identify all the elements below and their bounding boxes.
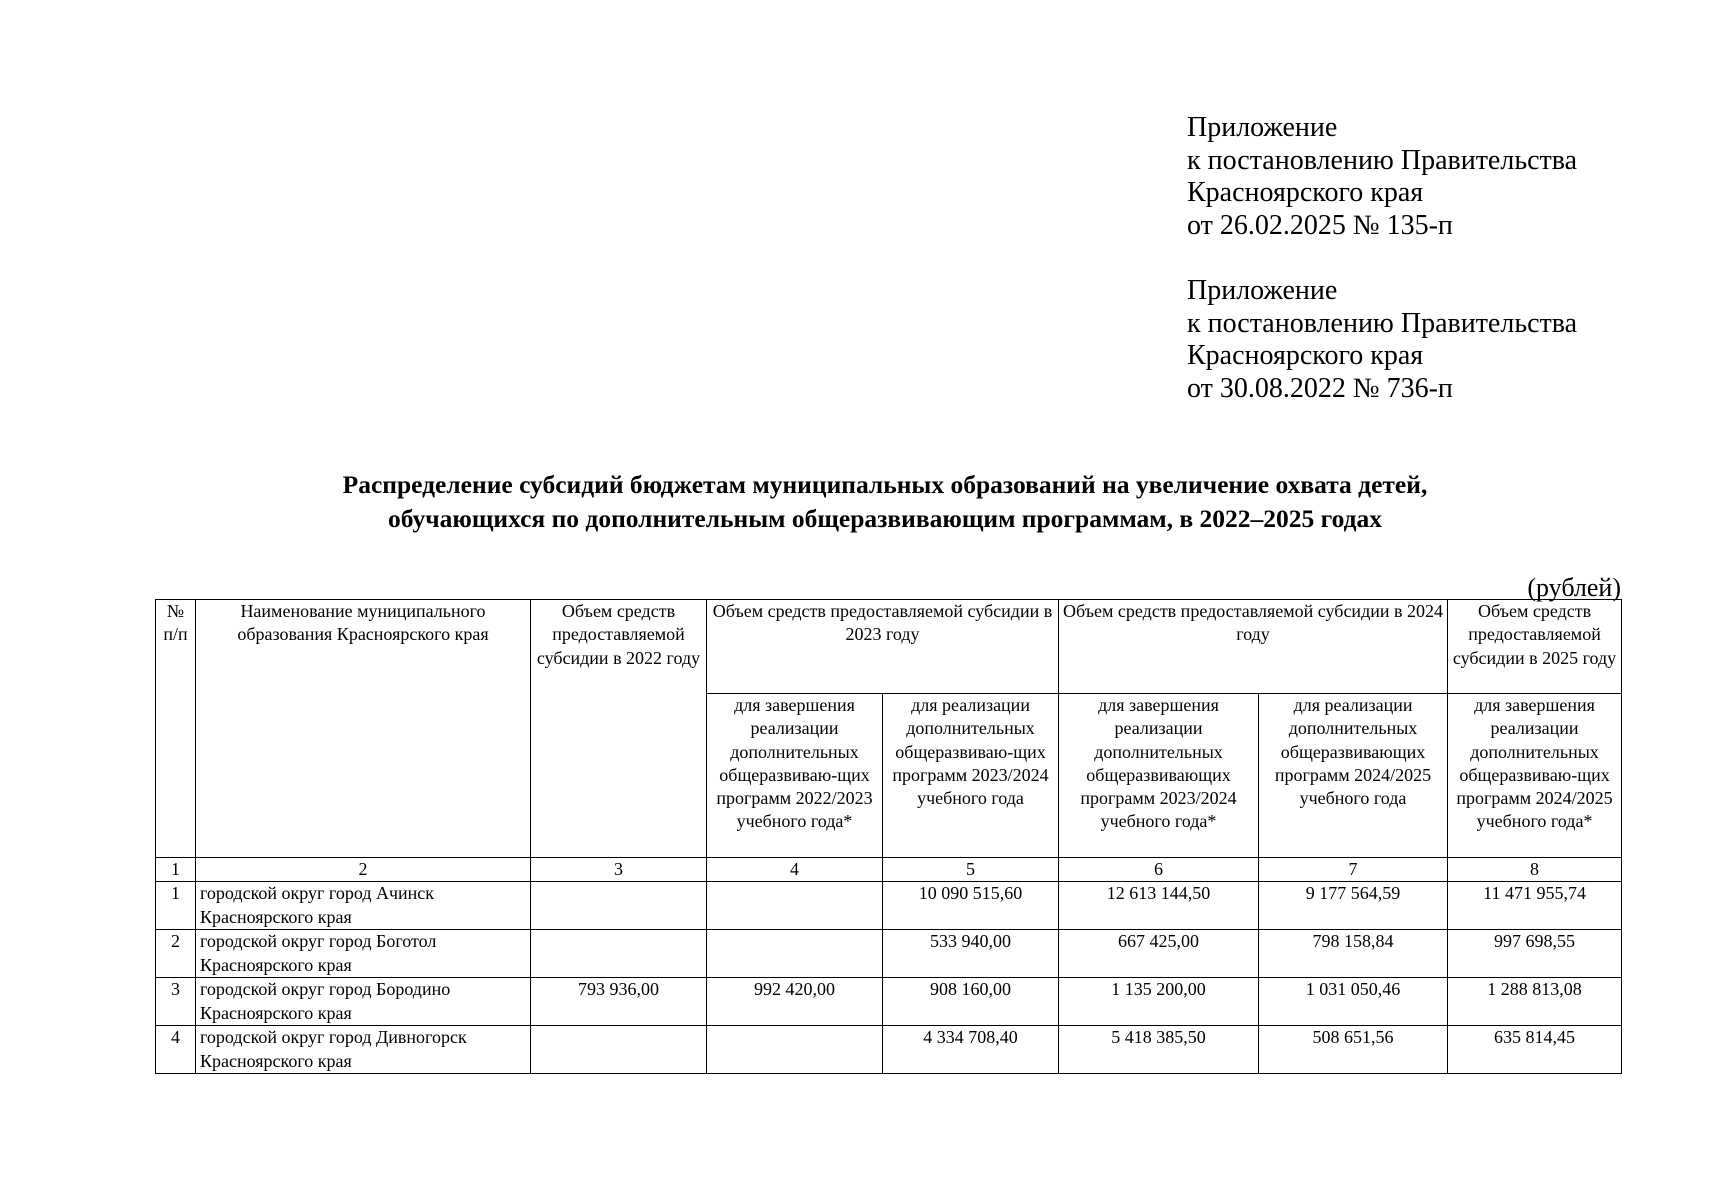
value-2023-implementation: 10 090 515,60	[883, 882, 1059, 930]
value-2024-completion: 12 613 144,50	[1059, 882, 1259, 930]
value-2023-completion	[707, 930, 883, 978]
value-2024-completion: 5 418 385,50	[1059, 1026, 1259, 1074]
column-number: 4	[707, 858, 883, 882]
appendix-label: Приложение	[1187, 275, 1338, 306]
value-2022	[531, 882, 707, 930]
value-2025-completion: 11 471 955,74	[1448, 882, 1622, 930]
subheader-2025-completion: для завершения реализации дополнительных общеразвиваю-щих программ 2024/2025 учебного года*	[1448, 694, 1622, 858]
appendix-region: Красноярского края	[1187, 177, 1424, 208]
value-2023-completion	[707, 1026, 883, 1074]
currency-unit-note: (рублей)	[1527, 573, 1621, 602]
subheader-2023-implementation: для реализации дополнительных общеразвиваю-щих программ 2023/2024 учебного года	[883, 694, 1059, 858]
table-row	[156, 930, 1622, 978]
document-title-line-1: Распределение субсидий бюджетам муниципальных образований на увеличение охвата детей,	[342, 470, 1428, 499]
column-number: 2	[196, 858, 531, 882]
value-2025-completion: 635 814,45	[1448, 1026, 1622, 1074]
header-subsidy-2025: Объем средств предоставляемой субсидии в 2025 году	[1448, 600, 1622, 694]
value-2025-completion: 1 288 813,08	[1448, 978, 1622, 1026]
appendix-block-current	[1187, 112, 1667, 242]
table-row	[156, 1026, 1622, 1074]
subsidy-distribution-table	[155, 599, 1622, 1074]
column-number: 8	[1448, 858, 1622, 882]
column-number: 5	[883, 858, 1059, 882]
header-municipality-name: Наименование муниципального образования Красноярского края	[196, 600, 531, 858]
subheader-2024-implementation: для реализации дополнительных общеразвивающих программ 2024/2025 учебного года	[1259, 694, 1448, 858]
row-number: 3	[156, 978, 196, 1026]
table-row	[156, 978, 1622, 1026]
appendix-decree-ref: к постановлению Правительства	[1187, 144, 1578, 176]
municipality-name: городской округ город Ачинск Красноярского края	[196, 882, 531, 930]
appendix-date-number: от 26.02.2025 № 135-п	[1187, 209, 1453, 241]
column-number: 6	[1059, 858, 1259, 882]
value-2022	[531, 930, 707, 978]
row-number: 1	[156, 882, 196, 930]
municipality-name: городской округ город Дивногорск Красноярского края	[196, 1026, 531, 1074]
value-2024-completion: 667 425,00	[1059, 930, 1259, 978]
appendix-decree-ref: к постановлению Правительства	[1187, 307, 1578, 339]
value-2023-completion: 992 420,00	[707, 978, 883, 1026]
header-number: № п/п	[156, 600, 196, 858]
appendix-label: Приложение	[1187, 112, 1338, 143]
document-title-line-2: обучающихся по дополнительным общеразвивающим программам, в 2022–2025 годах	[387, 504, 1383, 533]
header-subsidy-2023: Объем средств предоставляемой субсидии в 2023 году	[707, 600, 1059, 694]
subheader-2024-completion: для завершения реализации дополнительных общеразвивающих программ 2023/2024 учебного года*	[1059, 694, 1259, 858]
value-2022: 793 936,00	[531, 978, 707, 1026]
value-2022	[531, 1026, 707, 1074]
value-2024-implementation: 798 158,84	[1259, 930, 1448, 978]
column-number: 1	[156, 858, 196, 882]
value-2023-implementation: 533 940,00	[883, 930, 1059, 978]
row-number: 4	[156, 1026, 196, 1074]
value-2023-implementation: 4 334 708,40	[883, 1026, 1059, 1074]
column-number-row	[156, 858, 1622, 882]
column-number: 3	[531, 858, 707, 882]
value-2024-completion: 1 135 200,00	[1059, 978, 1259, 1026]
appendix-date-number: от 30.08.2022 № 736-п	[1187, 372, 1453, 404]
header-subsidy-2024: Объем средств предоставляемой субсидии в 2024 году	[1059, 600, 1448, 694]
column-number: 7	[1259, 858, 1448, 882]
value-2025-completion: 997 698,55	[1448, 930, 1622, 978]
header-subsidy-2022: Объем средств предоставляемой субсидии в 2022 году	[531, 600, 707, 858]
value-2024-implementation: 1 031 050,46	[1259, 978, 1448, 1026]
value-2024-implementation: 9 177 564,59	[1259, 882, 1448, 930]
municipality-name: городской округ город Боготол Красноярского края	[196, 930, 531, 978]
value-2024-implementation: 508 651,56	[1259, 1026, 1448, 1074]
document-title	[150, 468, 1620, 536]
appendix-region: Красноярского края	[1187, 340, 1424, 371]
value-2023-implementation: 908 160,00	[883, 978, 1059, 1026]
row-number: 2	[156, 930, 196, 978]
appendix-block-original	[1187, 275, 1667, 405]
table-row	[156, 882, 1622, 930]
subheader-2023-completion: для завершения реализации дополнительных общеразвиваю-щих программ 2022/2023 учебного года*	[707, 694, 883, 858]
value-2023-completion	[707, 882, 883, 930]
municipality-name: городской округ город Бородино Красноярского края	[196, 978, 531, 1026]
header-row-main	[156, 600, 1622, 694]
